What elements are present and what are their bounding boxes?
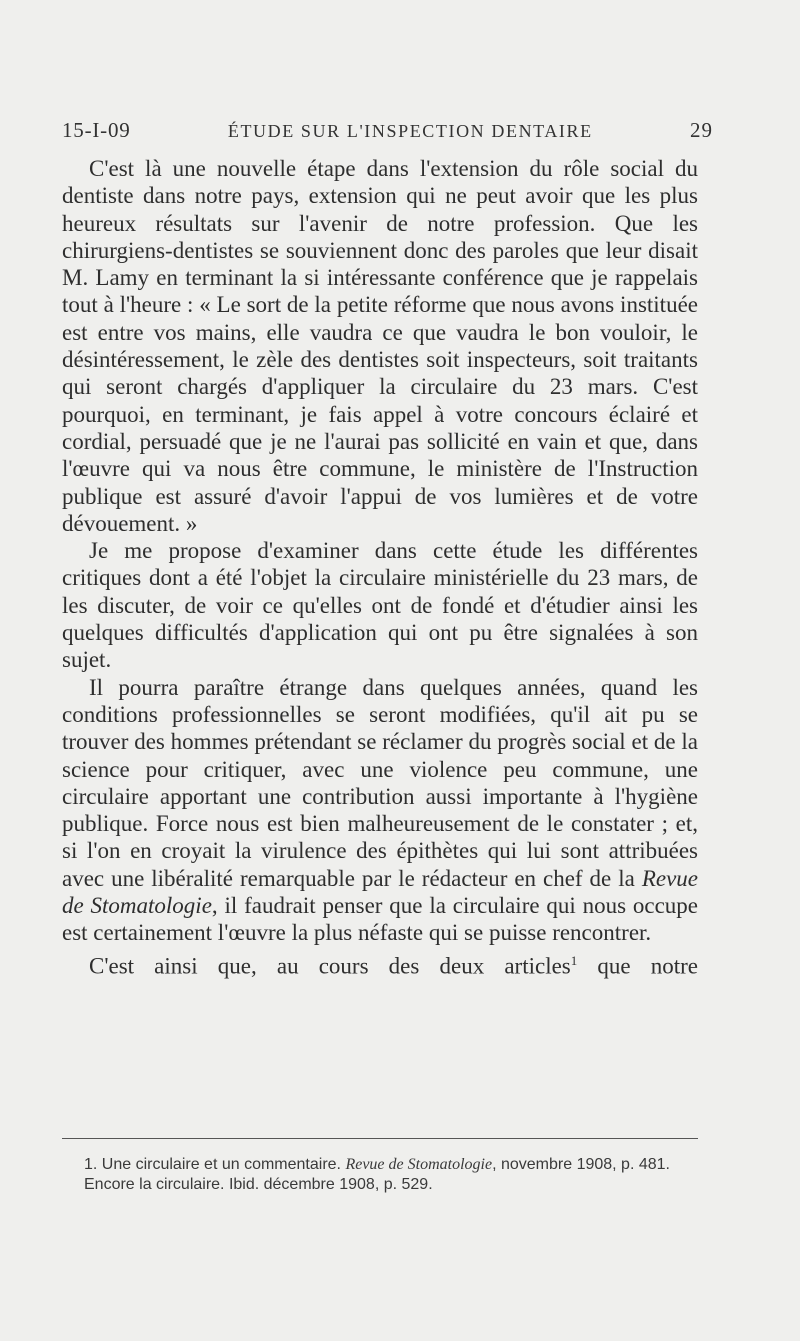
running-header: [62, 118, 713, 143]
footnote-reference: 1: [570, 952, 578, 968]
footnote-1-suffix: , novembre 1908, p. 481.: [492, 1156, 670, 1173]
journal-title: Revue de Stomatologie: [62, 865, 698, 919]
footnote-1: [62, 1155, 698, 1175]
header-date: 15-I-09: [62, 118, 131, 142]
paragraph-3-text-a: Il pourra paraître étrange dans quelques années, quand les conditions professionnelles se seront modifiées, qu'il ait pu se trouver des hommes prétendant se réclamer du progrès social et de la science pour critiquer, avec une violence peu commune, une circulaire apportant une contribution aussi importante à l'hygiène publique. Force nous est bien malheureusement de le constater ; et, si l'on en croyait la virulence des épithètes qui lui sont attribuées avec une libéralité remarquable par le rédacteur en chef de la: [62, 674, 698, 891]
footnote-1-prefix: 1. Une circulaire et un commentaire.: [84, 1156, 346, 1173]
page-number: 29: [689, 118, 713, 142]
paragraph-4: [62, 947, 698, 980]
paragraph-2: Je me propose d'examiner dans cette étude les différentes critiques dont a été l'objet la circulaire ministérielle du 23 mars, de les discuter, de voir ce qu'elles ont de fondé et d'étudier ainsi les quelques difficultés d'application qui ont pu être signalées à son sujet.: [62, 538, 698, 673]
paragraph-1: C'est là une nouvelle étape dans l'extension du rôle social du dentiste dans notre pays, extension qui ne peut avoir que les plus heureux résultats sur l'avenir de notre profession. Que les chirurgiens-dentistes se souviennent donc des paroles que leur disait M. Lamy en terminant la si intéressante conférence que je rappelais tout à l'heure : « Le sort de la petite réforme que nous avons instituée est entre vos mains, elle vaudra ce que vaudra le bon vouloir, le désintéressement, le zèle des dentistes soit inspecteurs, soit traitants qui seront chargés d'appliquer la circulaire du 23 mars. C'est pourquoi, en terminant, je fais appel à votre concours éclairé et cordial, persuadé que je ne l'aurai pas sollicité en vain et que, dans l'œuvre qui va nous être commune, le ministère de l'Instruction publique est assuré d'avoir l'appui de vos lumières et de votre dévouement. »: [62, 156, 698, 536]
paragraph-3-text-b: , il faudrait penser que la circulaire qui nous occupe est certainement l'œuvre la plus néfaste qui se puisse rencontrer.: [62, 893, 699, 946]
running-title: ÉTUDE SUR L'INSPECTION DENTAIRE: [227, 121, 593, 141]
footnote-1-journal: Revue de Stomatologie: [345, 1156, 493, 1173]
paragraph-3: [62, 674, 698, 947]
paragraph-4-text-end: que notre: [577, 953, 699, 979]
footnote-divider: [62, 1138, 698, 1139]
paragraph-4-text: C'est ainsi que, au cours des deux articles: [89, 953, 571, 979]
footnotes: [62, 1155, 698, 1195]
footnote-2: Encore la circulaire. Ibid. décembre 1908, p. 529.: [84, 1176, 433, 1193]
body-text: [62, 155, 698, 980]
